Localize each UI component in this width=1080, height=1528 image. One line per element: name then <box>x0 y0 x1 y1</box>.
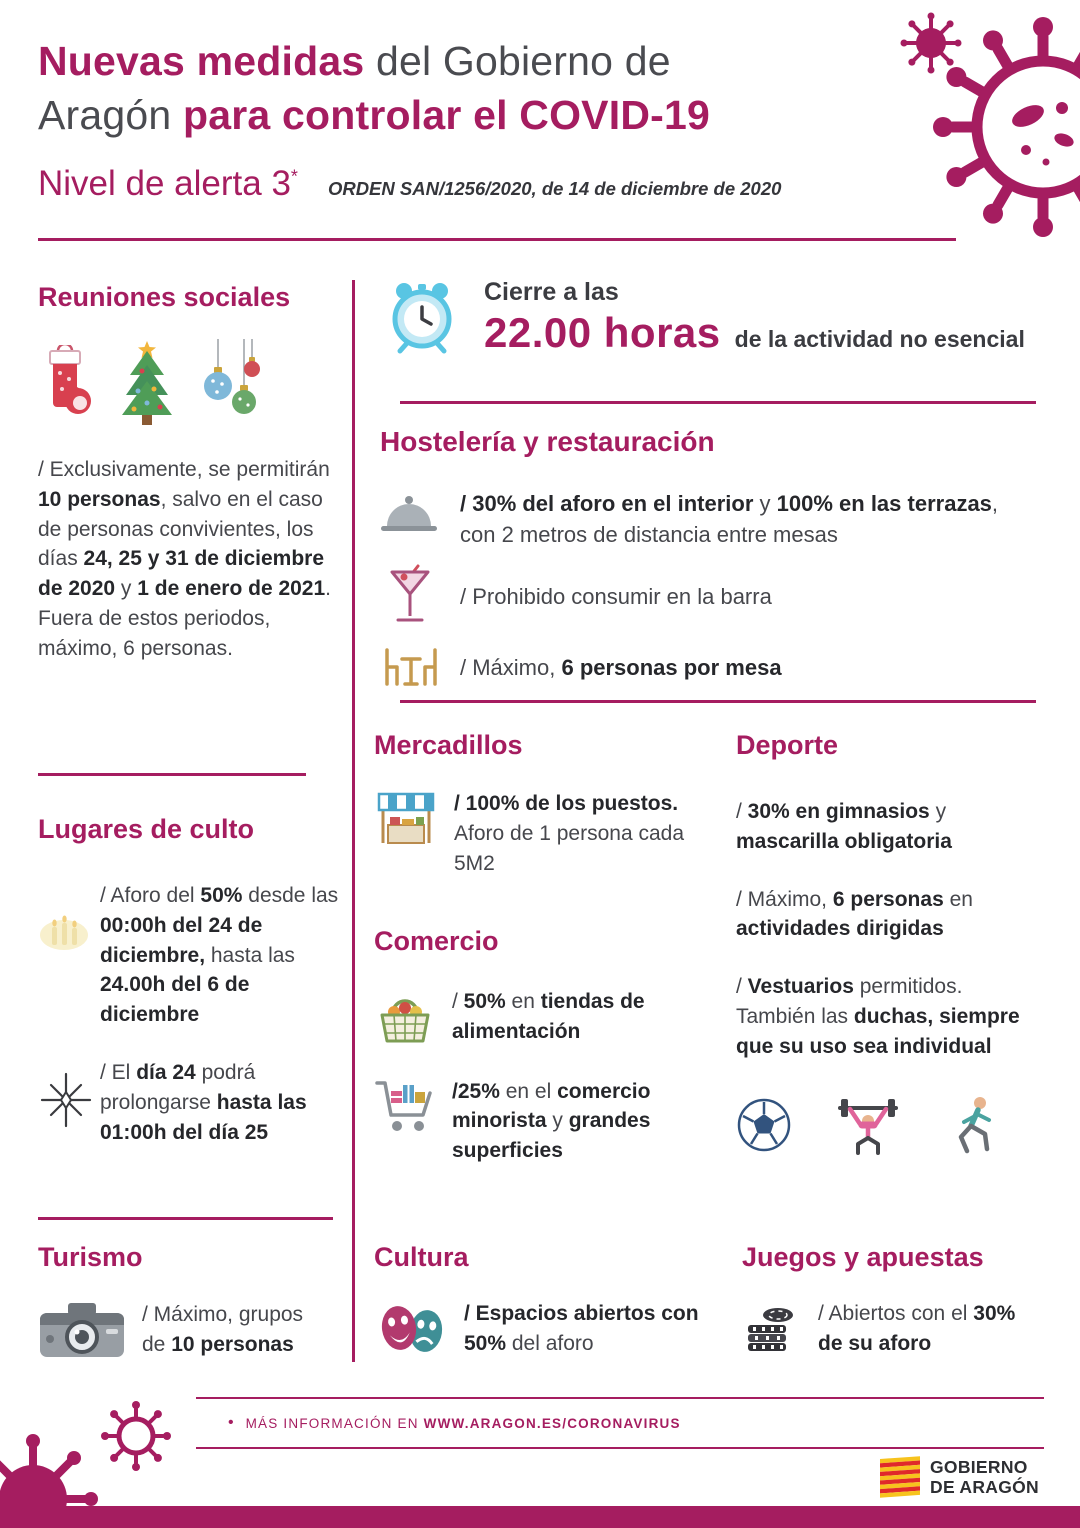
section-juegos <box>742 1242 1042 1359</box>
candles-icon <box>38 881 92 1030</box>
cierre-time: 22.00 horas <box>484 309 721 356</box>
section-hosteleria <box>380 426 1040 690</box>
page-title: Nuevas medidas del Gobierno de Aragón para controlar el COVID-19 <box>38 38 710 139</box>
footer-divider-bottom <box>196 1447 1044 1449</box>
section-title-mercadillos: Mercadillos <box>374 730 523 760</box>
divider <box>38 773 306 776</box>
virus-icon-large <box>928 12 1080 247</box>
section-reuniones-sociales <box>38 282 338 664</box>
cierre-line1: Cierre a las <box>484 278 619 306</box>
comercio-item-1: / 50% en tiendas de alimentación <box>452 990 645 1043</box>
header-divider <box>38 238 956 241</box>
juegos-item-1: / Abiertos con el 30% de su aforo <box>818 1302 1016 1355</box>
header <box>38 34 888 204</box>
hosteleria-item-1: / 30% del aforo en el interior y 100% en las terrazas, con 2 metros de distancia entre mesas <box>460 491 999 548</box>
food-basket-icon <box>374 989 436 1045</box>
coronavirus-url[interactable]: WWW.ARAGON.ES/CORONAVIRUS <box>423 1415 681 1431</box>
mercadillos-item-1: / 100% de los puestos. Aforo de 1 persona cada 5M2 <box>454 792 684 875</box>
hosteleria-item-3: / Máximo, 6 personas por mesa <box>460 654 782 680</box>
section-title-reuniones: Reuniones sociales <box>38 282 291 312</box>
logo-text: GOBIERNO DE ARAGÓN <box>930 1456 1039 1497</box>
sports-icons <box>736 1094 1041 1156</box>
cierre-text <box>484 278 1025 357</box>
bottom-bar <box>0 1506 1080 1528</box>
turismo-item-1: / Máximo, grupos de 10 personas <box>142 1303 304 1356</box>
section-title-culto: Lugares de culto <box>38 814 255 844</box>
culto-item-1: / Aforo del 50% desde las 00:00h del 24 de diciembre, hasta las 24.00h del 6 de diciembre <box>100 884 339 1027</box>
alert-level: Nivel de alerta 3* <box>38 164 298 204</box>
more-info-text: MÁS INFORMACIÓN EN WWW.ARAGON.ES/CORONAVIRUS <box>245 1415 681 1431</box>
deporte-item-3: / Vestuarios permitidos. También las duchas, siempre que su uso sea individual <box>736 975 1020 1058</box>
alert-row <box>38 164 888 204</box>
cierre-suffix: de la actividad no esencial <box>734 326 1025 352</box>
section-title-comercio: Comercio <box>374 926 499 956</box>
section-title-juegos: Juegos y apuestas <box>742 1242 984 1272</box>
poker-chips-icon <box>742 1303 798 1355</box>
culto-item-2: / El día 24 podrá prolongarse hasta las 01:00h del día 25 <box>100 1061 307 1144</box>
section-mercadillos <box>374 730 704 878</box>
divider <box>400 700 1036 703</box>
order-reference: ORDEN SAN/1256/2020, de 14 de diciembre de 2020 <box>327 178 782 200</box>
hosteleria-item-2: / Prohibido consumir en la barra <box>460 583 772 609</box>
runner-icon <box>944 1094 1000 1156</box>
section-cultura <box>374 1242 704 1359</box>
section-deporte <box>736 730 1041 1156</box>
section-title-cultura: Cultura <box>374 1242 469 1272</box>
weightlifter-icon <box>834 1094 902 1156</box>
section-title-deporte: Deporte <box>736 730 839 760</box>
footer-info <box>196 1399 1044 1447</box>
footer-band <box>196 1397 1044 1449</box>
star-icon <box>38 1058 92 1147</box>
cocktail-icon <box>380 564 440 628</box>
section-title-hosteleria: Hostelería y restauración <box>380 426 715 457</box>
divider <box>400 401 1036 404</box>
virus-icon-outline <box>96 1396 176 1481</box>
table-chairs-icon <box>380 644 440 690</box>
serving-dish-icon <box>380 488 440 550</box>
reuniones-text: / Exclusivamente, se permitirán 10 personas, salvo en el caso de personas convivientes, los días 24, 25 y 31 de diciembre de 2020 y 1 de enero de 2021. Fuera de estos periodos, máximo, 6 personas. <box>38 458 332 660</box>
comercio-item-2: /25% en el comercio minorista y grandes superficies <box>452 1079 651 1163</box>
bullet: • <box>228 1414 234 1431</box>
deporte-item-2: / Máximo, 6 personas en actividades dirigidas <box>736 887 973 941</box>
shopping-cart-icon <box>374 1077 436 1166</box>
section-lugares-de-culto <box>38 814 340 1148</box>
section-title-turismo: Turismo <box>38 1242 143 1272</box>
camera-icon <box>38 1299 126 1361</box>
soccer-ball-icon <box>736 1097 792 1153</box>
cultura-item-1: / Espacios abiertos con 50% del aforo <box>464 1302 699 1355</box>
christmas-tree-icon <box>116 339 178 427</box>
christmas-icons <box>38 339 338 427</box>
theater-masks-icon <box>374 1300 448 1358</box>
section-cierre <box>384 278 1044 357</box>
christmas-ornaments-icon <box>202 339 264 427</box>
market-stall-icon <box>374 789 438 878</box>
deporte-item-1: / 30% en gimnasios y mascarilla obligatoria <box>736 800 952 853</box>
alarm-clock-icon <box>384 278 460 354</box>
gobierno-aragon-logo <box>880 1455 1039 1499</box>
section-comercio <box>374 926 704 1166</box>
divider <box>38 1217 333 1220</box>
section-turismo <box>38 1242 350 1361</box>
vertical-divider <box>352 280 355 1362</box>
christmas-stocking-icon <box>38 345 92 427</box>
aragon-flag-icon <box>880 1455 920 1499</box>
